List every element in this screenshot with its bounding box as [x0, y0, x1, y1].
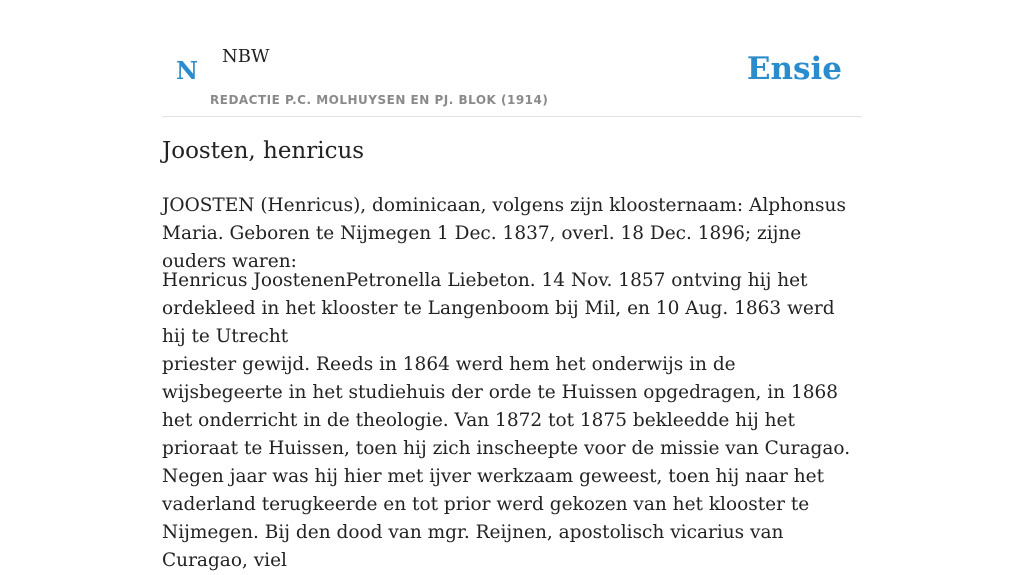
article-paragraph: JOOSTEN (Henricus), dominicaan, volgens zijn kloosternaam: Alphonsus Maria. Geboren te Nijmegen 1 Dec. 1837, overl. 18 Dec. 1896; zijne ouders waren: — [162, 195, 846, 272]
ensie-brand-link[interactable]: Ensie — [746, 51, 842, 87]
header-subtitle: REDACTIE P.C. MOLHUYSEN EN PJ. BLOK (1914) — [210, 93, 549, 107]
article-paragraph: priester gewijd. Reeds in 1864 werd hem het onderwijs in de wijsbegeerte in het studiehuis der orde te Huissen opgedragen, in 1868 het onderricht in de theologie. Van 1872 tot 1875 bekleedde hij het prioraat te Huissen, toen hij zich inscheepte voor de missie van Curagao. Negen jaar was hij hier met ijver werkzaam geweest, toen hij naar het vaderland terugkeerde en tot prior werd gekozen van het klooster te Nijmegen. Bij den dood van mgr. Reijnen, apostolisch vicarius van Curagao, viel — [162, 354, 851, 571]
site-name[interactable]: NBW — [222, 46, 270, 67]
article-title: Joosten, henricus — [162, 138, 365, 164]
article-paragraph: Henricus JoostenenPetronella Liebeton. 14 Nov. 1857 ontving hij het ordekleed in het klooster te Langenboom bij Mil, en 10 Aug. 1863 werd hij te Utrecht — [162, 270, 835, 347]
site-header — [162, 0, 862, 117]
nbw-logo-icon[interactable]: N — [176, 56, 198, 85]
